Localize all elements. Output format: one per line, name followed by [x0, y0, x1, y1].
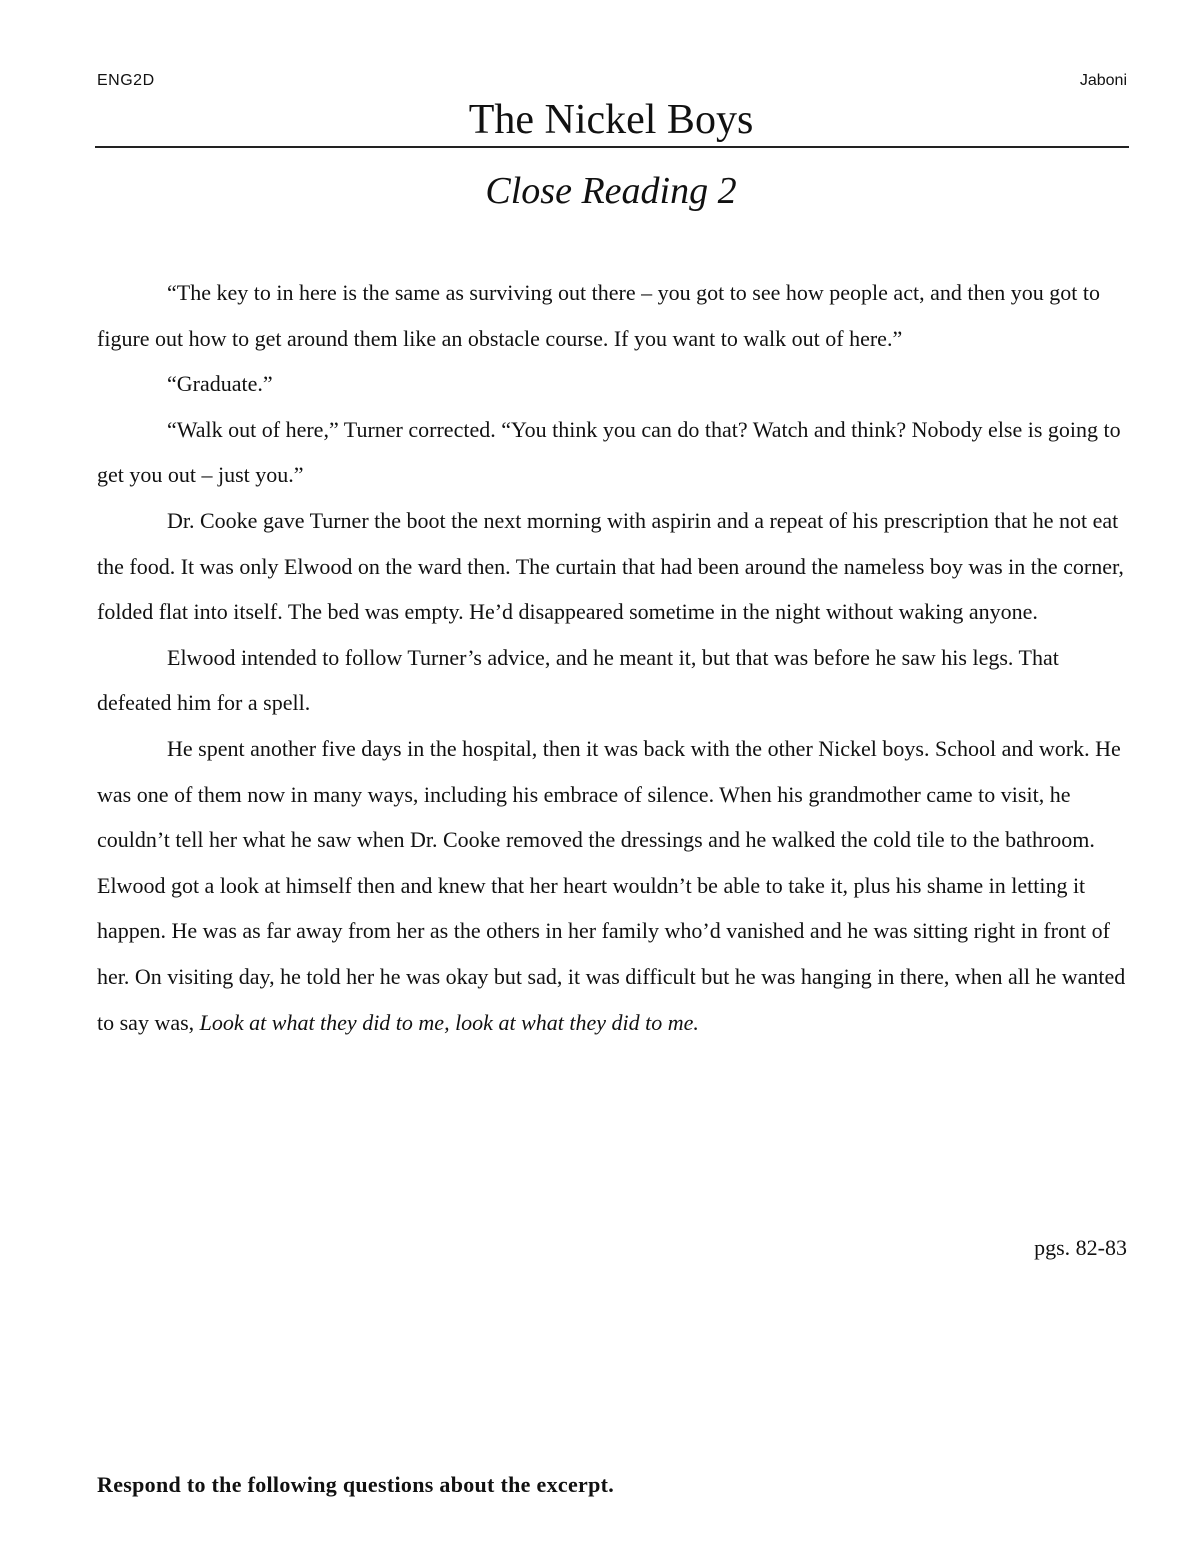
document-subtitle: Close Reading 2: [485, 170, 737, 212]
excerpt-paragraph: Dr. Cooke gave Turner the boot the next morning with aspirin and a repeat of his prescription that he not eat the food. It was only Elwood on the ward then. The curtain that had been around the nameless boy was in the corner, folded flat into itself. The bed was empty. He’d disappeared sometime in the night without waking anyone.: [97, 507, 1124, 625]
excerpt-paragraph: “Graduate.”: [167, 371, 273, 397]
excerpt-body: [97, 270, 1127, 1045]
document-title: The Nickel Boys: [468, 97, 754, 143]
excerpt-paragraph-final: [97, 726, 1127, 1045]
excerpt-text: He spent another five days in the hospital, then it was back with the other Nickel boys. School and work. He was one of them now in many ways, including his embrace of silence. When his grandmother came to visit, he couldn’t tell her what he saw when Dr. Cooke removed the dressings and he walked the cold tile to the bathroom. Elwood got a look at himself then and knew that her heart wouldn’t be able to take it, plus his shame in letting it happen. He was as far away from her as the others in her family who’d vanished and he was sitting right in front of her. On visiting day, he told her he was okay but sad, it was difficult but he was hanging in there, when all he wanted to say was,: [97, 735, 1126, 1035]
page-header: [97, 72, 1127, 94]
course-code: ENG2D: [97, 72, 155, 89]
excerpt-italic-quote: Look at what they did to me, look at what they did to me.: [199, 1009, 699, 1035]
author-name: Jaboni: [1079, 72, 1127, 89]
questions-prompt: Respond to the following questions about the excerpt.: [97, 1472, 615, 1497]
page-reference: pgs. 82-83: [1034, 1235, 1127, 1260]
title-divider: [95, 146, 1129, 148]
excerpt-paragraph: “Walk out of here,” Turner corrected. “You think you can do that? Watch and think? Nobody else is going to get you out – just you.”: [97, 416, 1121, 488]
excerpt-paragraph: Elwood intended to follow Turner’s advice, and he meant it, but that was before he saw his legs. That defeated him for a spell.: [97, 644, 1059, 716]
excerpt-paragraph: “The key to in here is the same as surviving out there – you got to see how people act, and then you got to figure out how to get around them like an obstacle course. If you want to walk out of here.”: [97, 280, 1100, 351]
